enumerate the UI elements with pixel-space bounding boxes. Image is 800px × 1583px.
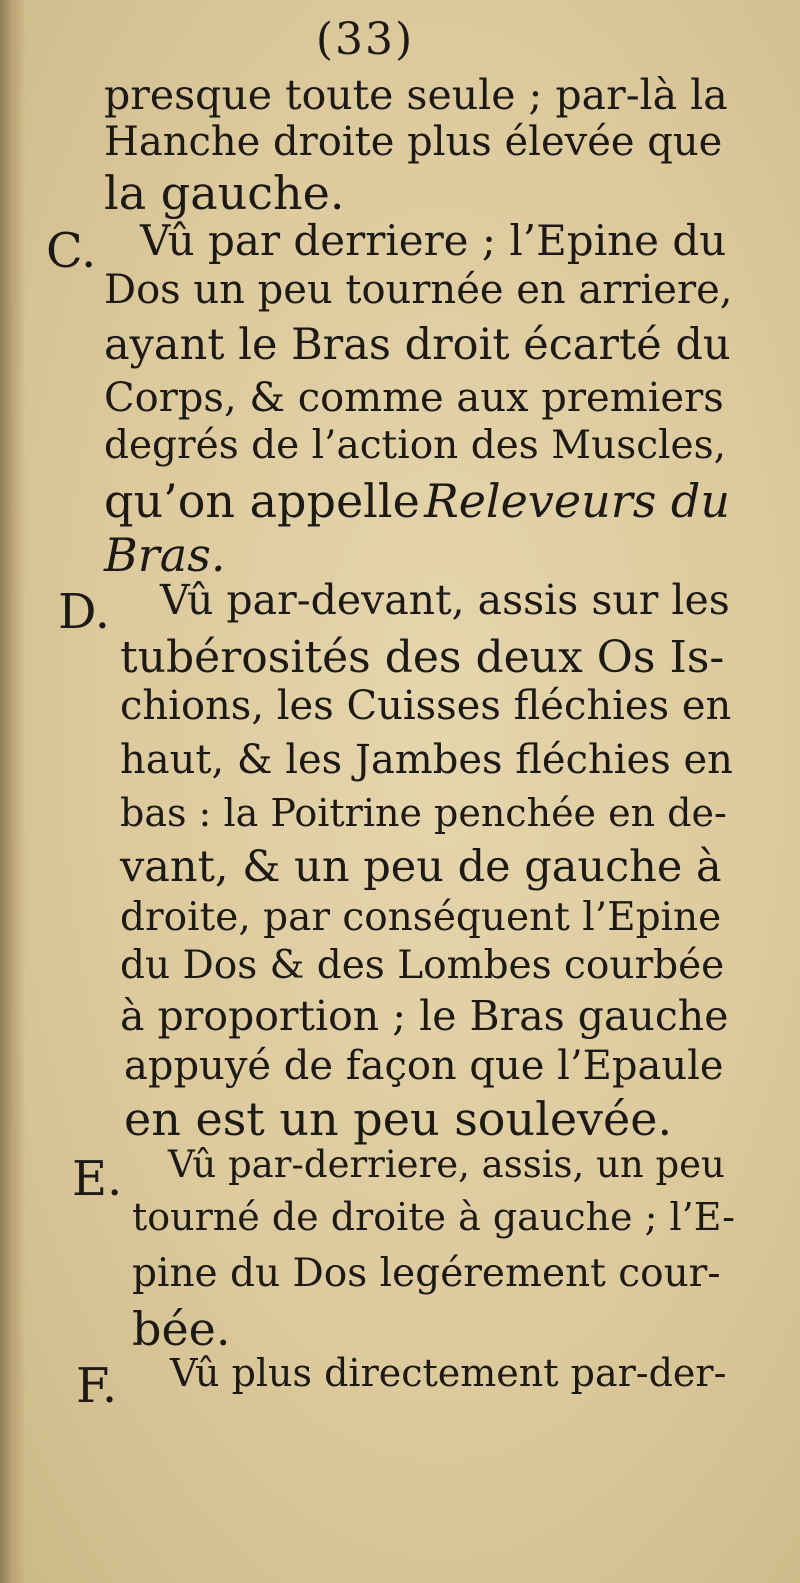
text-line: tourné de droite à gauche ; l’E- <box>132 1195 735 1239</box>
text-line: Hanche droite plus élevée que <box>104 119 723 165</box>
text-line: chions, les Cuisses fléchies en <box>120 683 732 729</box>
text-line: Corps, & comme aux premiers <box>104 375 724 421</box>
text-line: ayant le Bras droit écarté du <box>104 320 731 370</box>
text-line: appuyé de façon que l’Epaule <box>124 1043 724 1089</box>
text-line: tubérosités des deux Os Is- <box>120 632 725 683</box>
text-line: degrés de l’action des Muscles, <box>104 423 727 468</box>
text-line: haut, & les Jambes fléchies en <box>120 737 733 783</box>
entry-letter-d: D. <box>58 584 111 640</box>
text-line: pine du Dos legérement cour- <box>132 1251 721 1296</box>
page-number: (33) <box>315 14 415 65</box>
italic-term: Releveurs du <box>424 474 730 528</box>
entry-letter-e: E. <box>72 1151 123 1207</box>
text-line: du Dos & des Lombes courbée <box>120 943 725 988</box>
text-line: Vû par-derriere, assis, un peu <box>168 1143 725 1186</box>
entry-letter-f: F. <box>76 1358 118 1414</box>
text-line: à proportion ; le Bras gauche <box>120 992 729 1040</box>
text-line: Vû plus directement par-der- <box>170 1351 727 1395</box>
text-line: en est un peu soulevée. <box>124 1092 673 1146</box>
text-run: qu’on appelle <box>104 474 420 528</box>
page-gutter-shadow <box>0 0 26 1583</box>
entry-letter-c: C. <box>46 223 97 279</box>
italic-term: Bras. <box>104 528 226 582</box>
text-line: presque toute seule ; par-là la <box>104 71 728 119</box>
text-line: la gauche. <box>104 166 345 220</box>
text-line: vant, & un peu de gauche à <box>120 842 722 892</box>
text-line <box>104 474 730 528</box>
text-line: Vû par derriere ; l’Epine du <box>140 216 727 265</box>
text-line: bas : la Poitrine penchée en de- <box>120 791 727 835</box>
text-line: droite, par conséquent l’Epine <box>120 895 722 940</box>
text-line: Vû par-devant, assis sur les <box>160 576 730 624</box>
text-line: Dos un peu tournée en arriere, <box>104 267 733 313</box>
text-line: bée. <box>132 1302 231 1356</box>
